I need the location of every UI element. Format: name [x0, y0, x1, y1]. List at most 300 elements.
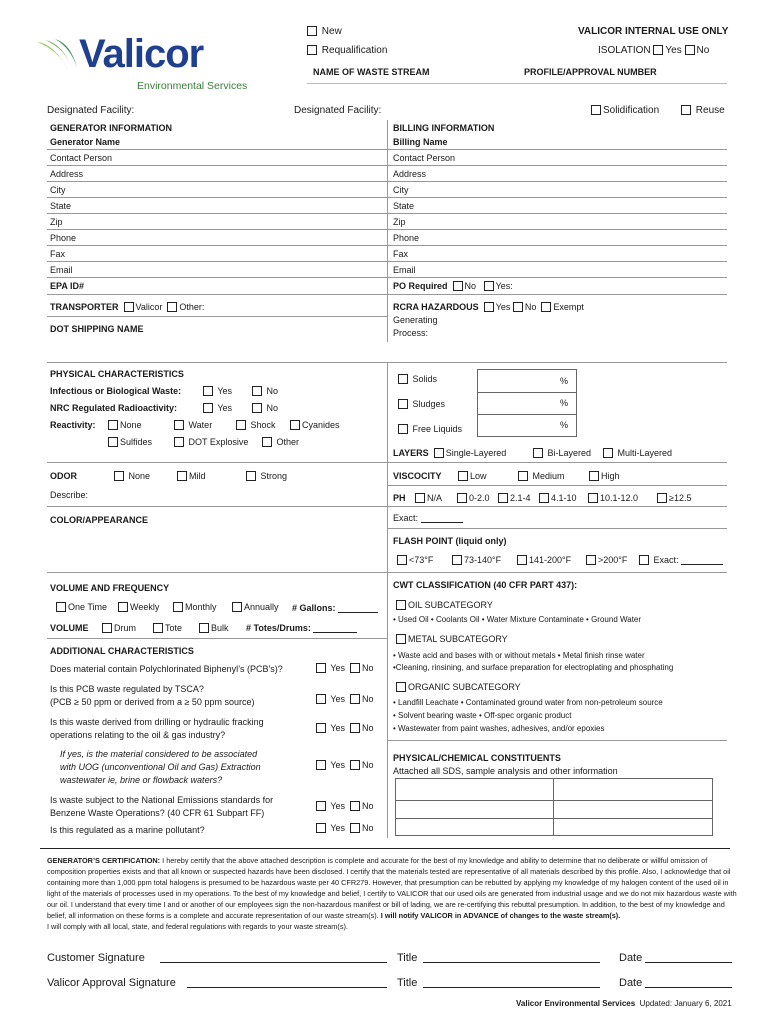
- ph-4-10-option[interactable]: [539, 490, 577, 506]
- monthly-option[interactable]: [173, 599, 217, 615]
- flash-gt200-option[interactable]: [586, 552, 627, 568]
- customer-date-line[interactable]: [645, 962, 732, 963]
- ph-0-2-label: 0-2.0: [469, 493, 490, 503]
- monthly-checkbox[interactable]: [173, 602, 183, 612]
- row-line: [47, 245, 727, 246]
- ph-na-label: N/A: [427, 493, 443, 503]
- multi-layered-checkbox[interactable]: [603, 448, 613, 458]
- footer: [516, 996, 732, 1012]
- row-line: [47, 316, 387, 317]
- free-liquids-label: Free Liquids: [412, 424, 463, 434]
- nrc-yes-option[interactable]: [203, 400, 232, 416]
- marine-no-label: No: [362, 823, 374, 833]
- certification-heading: GENERATOR’S CERTIFICATION:: [47, 856, 161, 865]
- nrc-no-option[interactable]: [252, 400, 278, 416]
- requalification-checkbox[interactable]: [307, 45, 317, 55]
- billing-city-field[interactable]: City: [393, 185, 409, 195]
- ph-na-checkbox[interactable]: [415, 493, 425, 503]
- gallons-input[interactable]: [338, 602, 378, 613]
- ph-10-12-label: 10.1-12.0: [600, 493, 639, 503]
- viscocity-low-option[interactable]: [458, 468, 487, 484]
- weekly-label: Weekly: [130, 602, 160, 612]
- rcra-yes-checkbox[interactable]: [484, 302, 494, 312]
- one-time-label: One Time: [68, 602, 108, 612]
- pcb-yes-option[interactable]: [316, 660, 345, 676]
- solids-option[interactable]: [398, 371, 437, 387]
- odor-none-checkbox[interactable]: [114, 471, 124, 481]
- nrc-text: NRC Regulated Radioactivity:: [50, 403, 178, 413]
- billing-info-title: BILLING INFORMATION: [393, 123, 495, 133]
- solids-label: Solids: [412, 374, 438, 384]
- sludges-checkbox[interactable]: [398, 399, 408, 409]
- volume-title: VOLUME AND FREQUENCY: [50, 583, 170, 593]
- requalification-label: Requalification: [321, 45, 388, 56]
- po-required-label: PO Required: [393, 281, 448, 291]
- reactivity-sulfides-checkbox[interactable]: [108, 437, 118, 447]
- viscocity-medium-option[interactable]: [518, 468, 565, 484]
- row-line: [47, 294, 727, 295]
- reactivity-other-checkbox[interactable]: [262, 437, 272, 447]
- odor-strong-option[interactable]: [246, 468, 287, 484]
- ph-exact-label: Exact:: [393, 513, 419, 523]
- single-layered-checkbox[interactable]: [434, 448, 444, 458]
- weekly-option[interactable]: [118, 599, 159, 615]
- drum-label: Drum: [114, 623, 136, 633]
- fracking-yes-checkbox[interactable]: [316, 723, 326, 733]
- constituents-table[interactable]: [395, 778, 713, 836]
- new-label: New: [321, 26, 342, 37]
- pcb-yes-checkbox[interactable]: [316, 663, 326, 673]
- flash-lt73-label: <73°F: [409, 555, 434, 565]
- flash-exact-input[interactable]: [681, 554, 723, 565]
- tsca-yes-option[interactable]: [316, 691, 345, 707]
- footer-company: Valicor Environmental Services: [516, 999, 636, 1008]
- section-line: [47, 638, 387, 639]
- billing-email-field[interactable]: Email: [393, 265, 416, 275]
- single-layered-label: Single-Layered: [445, 448, 507, 458]
- benzene-yes-option[interactable]: [316, 798, 345, 814]
- one-time-option[interactable]: [56, 599, 107, 615]
- fracking-yes-label: Yes: [330, 723, 346, 733]
- po-no-label: No: [464, 281, 477, 291]
- reactivity-none-label: None: [120, 420, 142, 430]
- new-option[interactable]: [307, 24, 342, 40]
- generator-zip-field[interactable]: Zip: [50, 217, 63, 227]
- customer-title-label: Title: [397, 952, 418, 964]
- reactivity-cyanides-checkbox[interactable]: [290, 420, 300, 430]
- marine-no-checkbox[interactable]: [350, 823, 360, 833]
- reactivity-none-checkbox[interactable]: [108, 420, 118, 430]
- generator-epa-id-field[interactable]: EPA ID#: [50, 281, 85, 291]
- free-liquids-option[interactable]: [398, 421, 462, 437]
- color-appearance-label: COLOR/APPEARANCE: [50, 515, 149, 525]
- organic-subcategory-checkbox[interactable]: [396, 682, 406, 692]
- uog-no-label: No: [362, 760, 374, 770]
- solids-pct[interactable]: %: [560, 376, 569, 386]
- infectious-yes-checkbox[interactable]: [203, 386, 213, 396]
- sludges-option[interactable]: [398, 396, 445, 412]
- tote-checkbox[interactable]: [153, 623, 163, 633]
- uog-no-checkbox[interactable]: [350, 760, 360, 770]
- tsca-question-1: Is this PCB waste regulated by TSCA?: [50, 684, 204, 694]
- reactivity-water-checkbox[interactable]: [174, 420, 184, 430]
- transporter-label: TRANSPORTER: [50, 302, 119, 312]
- ph-10-12-option[interactable]: [588, 490, 638, 506]
- fracking-no-checkbox[interactable]: [350, 723, 360, 733]
- viscocity-medium-checkbox[interactable]: [518, 471, 528, 481]
- transporter-valicor-checkbox[interactable]: [124, 302, 134, 312]
- po-yes-checkbox[interactable]: [484, 281, 494, 291]
- uog-yes-option[interactable]: [316, 757, 345, 773]
- billing-phone-field[interactable]: Phone: [393, 233, 420, 243]
- isolation-yes-checkbox[interactable]: [653, 45, 663, 55]
- uog-yes-label: Yes: [330, 760, 346, 770]
- ph-10-12-checkbox[interactable]: [588, 493, 598, 503]
- billing-contact-field[interactable]: Contact Person: [393, 153, 456, 163]
- uog-no-option[interactable]: [350, 757, 374, 773]
- pcb-question: Does material contain Polychlorinated Biphenyl’s (PCB’s)?: [50, 664, 283, 674]
- viscocity-label: VISCOCITY: [393, 471, 442, 481]
- annually-label: Annually: [244, 602, 279, 612]
- reactivity-water-option[interactable]: [174, 417, 212, 433]
- metal-subcategory-option[interactable]: [396, 631, 508, 647]
- generator-name-field[interactable]: Generator Name: [50, 137, 121, 147]
- oil-subcategory-checkbox[interactable]: [396, 600, 406, 610]
- reactivity-dot-explosive-label: DOT Explosive: [188, 437, 249, 447]
- logo-tagline: Environmental Services: [137, 80, 248, 92]
- uog-question-1: If yes, is the material considered to be associated: [60, 749, 258, 759]
- constituents-title: PHYSICAL/CHEMICAL CONSTITUENTS: [393, 753, 561, 763]
- marine-yes-option[interactable]: [316, 820, 345, 836]
- constituents-row-line: [395, 818, 713, 819]
- generator-email-field[interactable]: Email: [50, 265, 73, 275]
- rcra-no-checkbox[interactable]: [513, 302, 523, 312]
- additional-title: ADDITIONAL CHARACTERISTICS: [50, 646, 194, 656]
- section-line: [40, 848, 730, 849]
- multi-layered-label: Multi-Layered: [617, 448, 673, 458]
- bulk-checkbox[interactable]: [199, 623, 209, 633]
- odor-describe-label[interactable]: Describe:: [50, 490, 89, 500]
- billing-fax-field[interactable]: Fax: [393, 249, 409, 259]
- approval-title-line[interactable]: [423, 987, 600, 988]
- reactivity-dot-explosive-checkbox[interactable]: [174, 437, 184, 447]
- nrc-yes-label: Yes: [217, 403, 233, 413]
- waste-stream-label: NAME OF WASTE STREAM: [313, 67, 430, 77]
- fracking-yes-option[interactable]: [316, 720, 345, 736]
- flash-73-140-option[interactable]: [452, 552, 501, 568]
- reuse-option[interactable]: [681, 103, 725, 119]
- generator-city-field[interactable]: City: [50, 185, 66, 195]
- organic-subcategory-option[interactable]: [396, 679, 521, 695]
- logo-name: Valicor: [79, 32, 204, 76]
- bulk-option[interactable]: [199, 620, 229, 636]
- certification-text: [47, 855, 737, 932]
- annually-checkbox[interactable]: [232, 602, 242, 612]
- billing-address-field[interactable]: Address: [393, 169, 427, 179]
- tsca-no-label: No: [362, 694, 374, 704]
- designated-facility-1-label: Designated Facility:: [47, 105, 135, 116]
- flash-exact-label: Exact:: [653, 555, 679, 565]
- odor-none-label: None: [128, 471, 151, 481]
- viscocity-high-option[interactable]: [589, 468, 620, 484]
- row-line: [47, 213, 727, 214]
- column-divider-top: [387, 120, 388, 342]
- row-line: [387, 485, 727, 486]
- row-line: [47, 165, 727, 166]
- odor-label: ODOR: [50, 471, 77, 481]
- odor-mild-checkbox[interactable]: [177, 471, 187, 481]
- rcra-no-label: No: [524, 302, 537, 312]
- rcra-exempt-checkbox[interactable]: [541, 302, 551, 312]
- reactivity-sulfides-label: Sulfides: [120, 437, 153, 447]
- dot-shipping-label: DOT SHIPPING NAME: [50, 324, 144, 334]
- ph-2-4-option[interactable]: [498, 490, 531, 506]
- customer-title-line[interactable]: [423, 962, 600, 963]
- reactivity-none-option[interactable]: [108, 417, 142, 433]
- viscocity-high-checkbox[interactable]: [589, 471, 599, 481]
- layers-row: [393, 445, 506, 461]
- ph-0-2-checkbox[interactable]: [457, 493, 467, 503]
- odor-strong-label: Strong: [260, 471, 288, 481]
- ph-12-5-checkbox[interactable]: [657, 493, 667, 503]
- sludges-pct[interactable]: %: [560, 398, 569, 408]
- column-divider-low: [387, 462, 388, 572]
- viscocity-row: [393, 468, 442, 484]
- benzene-question-1: Is waste subject to the National Emissions standards for: [50, 795, 274, 805]
- tsca-question-2: (PCB ≥ 50 ppm or derived from a ≥ 50 ppm source): [50, 697, 255, 707]
- benzene-no-label: No: [362, 801, 374, 811]
- isolation-row: [598, 43, 709, 59]
- flash-point-label: FLASH POINT (liquid only): [393, 536, 507, 546]
- uog-yes-checkbox[interactable]: [316, 760, 326, 770]
- po-yes-label: Yes:: [495, 281, 513, 291]
- flash-lt73-checkbox[interactable]: [397, 555, 407, 565]
- reactivity-other-option[interactable]: [262, 434, 299, 450]
- tsca-no-checkbox[interactable]: [350, 694, 360, 704]
- solidification-option[interactable]: [591, 103, 659, 119]
- benzene-yes-checkbox[interactable]: [316, 801, 326, 811]
- infectious-no-checkbox[interactable]: [252, 386, 262, 396]
- volume-label: VOLUME: [50, 623, 89, 633]
- reuse-checkbox[interactable]: [681, 105, 691, 115]
- fracking-no-option[interactable]: [350, 720, 374, 736]
- benzene-no-checkbox[interactable]: [350, 801, 360, 811]
- infectious-no-option[interactable]: [252, 383, 278, 399]
- odor-none-option[interactable]: [114, 468, 150, 484]
- bi-layered-checkbox[interactable]: [533, 448, 543, 458]
- metal-items-1: • Waste acid and bases with or without metals • Metal finish rinse water: [393, 651, 645, 660]
- benzene-question-2: Benzene Waste Operations? (40 CFR 61 Subpart FF): [50, 808, 265, 818]
- multi-layered-option[interactable]: [603, 445, 672, 461]
- footer-updated: Updated: January 6, 2021: [639, 999, 732, 1008]
- solidification-label: Solidification: [603, 105, 660, 116]
- customer-date-label: Date: [619, 952, 643, 964]
- flash-lt73-option[interactable]: [397, 552, 433, 568]
- infectious-no-label: No: [266, 386, 279, 396]
- flash-73-140-checkbox[interactable]: [452, 555, 462, 565]
- generator-state-field[interactable]: State: [50, 201, 72, 211]
- certification-last: I will comply with all local, state, and federal regulations with regards to your waste stream(s).: [47, 922, 348, 931]
- pcb-no-label: No: [362, 663, 374, 673]
- metal-items-2: •Cleaning, rinsining, and surface preparation for electroplating and phosphating: [393, 663, 674, 672]
- gallons-label: # Gallons:: [292, 603, 336, 613]
- ph-4-10-label: 4.1-10: [551, 493, 577, 503]
- bi-layered-option[interactable]: [533, 445, 591, 461]
- generating-label: Generating: [393, 315, 438, 325]
- flash-gt200-label: >200°F: [598, 555, 628, 565]
- one-time-checkbox[interactable]: [56, 602, 66, 612]
- ph-exact-row: [393, 510, 463, 526]
- ph-na-option[interactable]: [415, 490, 442, 506]
- infectious-label: Infectious or Biological Waste:: [50, 386, 182, 396]
- isolation-no-checkbox[interactable]: [685, 45, 695, 55]
- drum-checkbox[interactable]: [102, 623, 112, 633]
- solidification-checkbox[interactable]: [591, 105, 601, 115]
- viscocity-low-checkbox[interactable]: [458, 471, 468, 481]
- solids-checkbox[interactable]: [398, 374, 408, 384]
- organic-subcategory-label: ORGANIC SUBCATEGORY: [408, 682, 521, 692]
- oil-items: • Used Oil • Coolants Oil • Water Mixture Contaminate • Ground Water: [393, 615, 642, 624]
- transporter-other-checkbox[interactable]: [167, 302, 177, 312]
- reactivity-other-label: Other: [276, 437, 300, 447]
- header-divider: [307, 83, 727, 84]
- po-no-checkbox[interactable]: [453, 281, 463, 291]
- generator-contact-field[interactable]: Contact Person: [50, 153, 113, 163]
- nrc-no-checkbox[interactable]: [252, 403, 262, 413]
- customer-signature-label: Customer Signature: [47, 952, 145, 964]
- odor-strong-checkbox[interactable]: [246, 471, 256, 481]
- marine-yes-checkbox[interactable]: [316, 823, 326, 833]
- viscocity-low-label: Low: [470, 471, 487, 481]
- annually-option[interactable]: [232, 599, 279, 615]
- flash-141-200-checkbox[interactable]: [517, 555, 527, 565]
- rcra-label: RCRA HAZARDOUS: [393, 302, 479, 312]
- row-line: [47, 181, 727, 182]
- benzene-yes-label: Yes: [330, 801, 346, 811]
- organic-items-2: • Solvent bearing waste • Off-spec organic product: [393, 711, 572, 720]
- ph-4-10-checkbox[interactable]: [539, 493, 549, 503]
- process-label: Process:: [393, 328, 429, 338]
- tsca-yes-checkbox[interactable]: [316, 694, 326, 704]
- nrc-no-label: No: [266, 403, 279, 413]
- organic-items-3: • Wastewater from paint washes, adhesives, and/or epoxies: [393, 724, 605, 733]
- odor-mild-option[interactable]: [177, 468, 206, 484]
- layers-label: LAYERS: [393, 448, 429, 458]
- fracking-question-1: Is this waste derived from drilling or hydraulic fracking: [50, 717, 264, 727]
- fracking-no-label: No: [362, 723, 374, 733]
- reactivity-cyanides-label: Cyanides: [302, 420, 340, 430]
- internal-use-label: VALICOR INTERNAL USE ONLY: [578, 26, 729, 37]
- tsca-no-option[interactable]: [350, 691, 374, 707]
- bulk-label: Bulk: [211, 623, 229, 633]
- metal-subcategory-label: METAL SUBCATEGORY: [408, 634, 508, 644]
- reactivity-sulfides-option[interactable]: [108, 434, 152, 450]
- reactivity-cyanides-option[interactable]: [290, 417, 340, 433]
- billing-name-field[interactable]: Billing Name: [393, 137, 448, 147]
- free-liquids-checkbox[interactable]: [398, 424, 408, 434]
- row-line: [47, 261, 727, 262]
- approval-signature-label: Valicor Approval Signature: [47, 977, 176, 989]
- monthly-label: Monthly: [185, 602, 217, 612]
- reactivity-shock-option[interactable]: [236, 417, 276, 433]
- pcb-yes-label: Yes: [330, 663, 346, 673]
- ph-2-4-checkbox[interactable]: [498, 493, 508, 503]
- infectious-yes-option[interactable]: [203, 383, 232, 399]
- generator-phone-field[interactable]: Phone: [50, 233, 77, 243]
- reactivity-dot-explosive-option[interactable]: [174, 434, 248, 450]
- profile-number-label: PROFILE/APPROVAL NUMBER: [524, 67, 657, 77]
- pct-divider: [477, 414, 577, 415]
- reuse-label: Reuse: [695, 105, 725, 116]
- po-required-row: [393, 278, 513, 294]
- ph-exact-input[interactable]: [421, 512, 463, 523]
- fracking-question-2: operations relating to the oil & gas industry?: [50, 730, 226, 740]
- rcra-yes-label: Yes: [495, 302, 511, 312]
- infectious-yes-label: Yes: [217, 386, 233, 396]
- certification-bold: I will notify VALICOR in ADVANCE of changes to the waste stream(s).: [378, 911, 621, 920]
- billing-state-field[interactable]: State: [393, 201, 415, 211]
- approval-title-label: Title: [397, 977, 418, 989]
- reactivity-row: [50, 417, 96, 433]
- column-divider-mid: [387, 362, 388, 462]
- ph-12-5-label: ≥12.5: [669, 493, 692, 503]
- benzene-no-option[interactable]: [350, 798, 374, 814]
- reactivity-label: Reactivity:: [50, 420, 96, 430]
- reactivity-shock-checkbox[interactable]: [236, 420, 246, 430]
- generator-fax-field[interactable]: Fax: [50, 249, 66, 259]
- marine-no-option[interactable]: [350, 820, 374, 836]
- row-line: [47, 197, 727, 198]
- gallons-row: [292, 600, 378, 616]
- constituents-text: Attached all SDS, sample analysis and other information: [393, 766, 618, 776]
- customer-signature-line[interactable]: [160, 962, 387, 963]
- pct-divider: [477, 392, 577, 393]
- isolation-yes-label: Yes: [665, 45, 682, 56]
- certification-body: I hereby certify that the above attached description is complete and accurate for the best of my knowledge and ability to determine that no deliberate or willful omission of composition properties exists and that all known or suspected hazards have been disclosed. I certify that the materials tested are representative of all materials described by this profile. Also, I acknowledge that oil containing more than 1,000 ppm total halogens is presumed to be hazardous waste per 40 CFR279. However, that presumption can be rebutted by applying my knowledge of my halogen content of the used oil in light of the materials of processes used in my operations. To the best of my knowledge and belief, I certify to VALICOR that our used oils are generated from industrial usage and we do not mix hazardous waste with our oil. I understand that every time I and or another of our employees sign the non-hazardous manifest or bill of lading, we are re-certifying this rebuttal presumption. In addition, to the best of my knowledge and belief, all information on these forms is a complete and accurate representation of our waste stream(s).: [47, 856, 737, 920]
- requalification-option[interactable]: [307, 43, 387, 59]
- totes-drums-label: # Totes/Drums:: [246, 623, 311, 633]
- constituents-row-line: [395, 800, 713, 801]
- pcb-no-checkbox[interactable]: [350, 663, 360, 673]
- flash-gt200-checkbox[interactable]: [586, 555, 596, 565]
- metal-subcategory-checkbox[interactable]: [396, 634, 406, 644]
- reactivity-water-label: Water: [188, 420, 213, 430]
- billing-zip-field[interactable]: Zip: [393, 217, 406, 227]
- generator-address-field[interactable]: Address: [50, 169, 84, 179]
- row-line: [47, 149, 727, 150]
- ph-0-2-option[interactable]: [457, 490, 490, 506]
- pcb-no-option[interactable]: [350, 660, 374, 676]
- flash-exact-option[interactable]: [639, 552, 723, 568]
- uog-question-2: with UOG (unconventional Oil and Gas) Extraction: [60, 762, 261, 772]
- viscocity-medium-label: Medium: [532, 471, 565, 481]
- ph-12-5-option[interactable]: [657, 490, 691, 506]
- flash-exact-checkbox[interactable]: [639, 555, 649, 565]
- approval-date-line[interactable]: [645, 987, 732, 988]
- oil-subcategory-option[interactable]: [396, 597, 493, 613]
- new-checkbox[interactable]: [307, 26, 317, 36]
- weekly-checkbox[interactable]: [118, 602, 128, 612]
- free-liquids-pct[interactable]: %: [560, 420, 569, 430]
- drum-option[interactable]: [102, 620, 136, 636]
- designated-facility-2-label: Designated Facility:: [294, 105, 382, 116]
- approval-signature-line[interactable]: [187, 987, 387, 988]
- nrc-yes-checkbox[interactable]: [203, 403, 213, 413]
- tote-option[interactable]: [153, 620, 182, 636]
- reactivity-shock-label: Shock: [250, 420, 276, 430]
- flash-141-200-option[interactable]: [517, 552, 571, 568]
- totes-drums-input[interactable]: [313, 622, 357, 633]
